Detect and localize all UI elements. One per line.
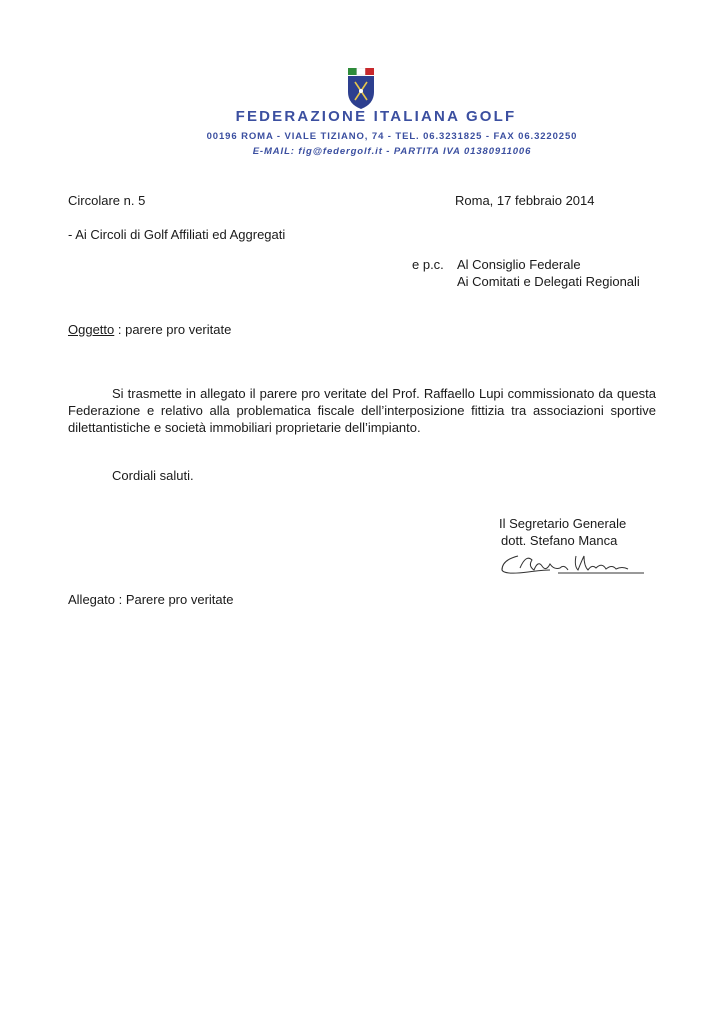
body-paragraph: Si trasmette in allegato il parere pro veritate del Prof. Raffaello Lupi commissionato da questa Federazione e relativo alla problematica fiscale dell’interposizione fittizia tra associazioni sportive dilettantistiche e società immobiliari proprietarie dell’impianto. <box>68 386 656 435</box>
place-date: Roma, 17 febbraio 2014 <box>455 193 595 208</box>
attachment-note: Allegato : Parere pro veritate <box>68 592 234 607</box>
organization-contact: E-MAIL: fig@federgolf.it - PARTITA IVA 01380911006 <box>252 146 532 157</box>
signatory-name: dott. Stefano Manca <box>501 533 618 548</box>
cc-prefix: e p.c. <box>412 257 444 272</box>
organization-address: 00196 ROMA - VIALE TIZIANO, 74 - TEL. 06.3231825 - FAX 06.3220250 <box>206 131 578 142</box>
cc-recipient-council: Al Consiglio Federale <box>457 257 581 272</box>
closing-greeting: Cordiali saluti. <box>112 468 194 483</box>
organization-name: FEDERAZIONE ITALIANA GOLF <box>235 108 517 125</box>
fig-crest-logo-icon <box>344 68 378 110</box>
handwritten-signature <box>498 550 648 578</box>
circular-number: Circolare n. 5 <box>68 193 146 208</box>
subject-label: Oggetto <box>68 322 115 337</box>
primary-recipients: - Ai Circoli di Golf Affiliati ed Aggregati <box>68 227 286 242</box>
subject-text: : parere pro veritate <box>114 322 232 337</box>
subject-line <box>68 321 231 338</box>
signatory-title: Il Segretario Generale <box>499 516 627 531</box>
cc-recipient-committees: Ai Comitati e Delegati Regionali <box>457 274 640 289</box>
